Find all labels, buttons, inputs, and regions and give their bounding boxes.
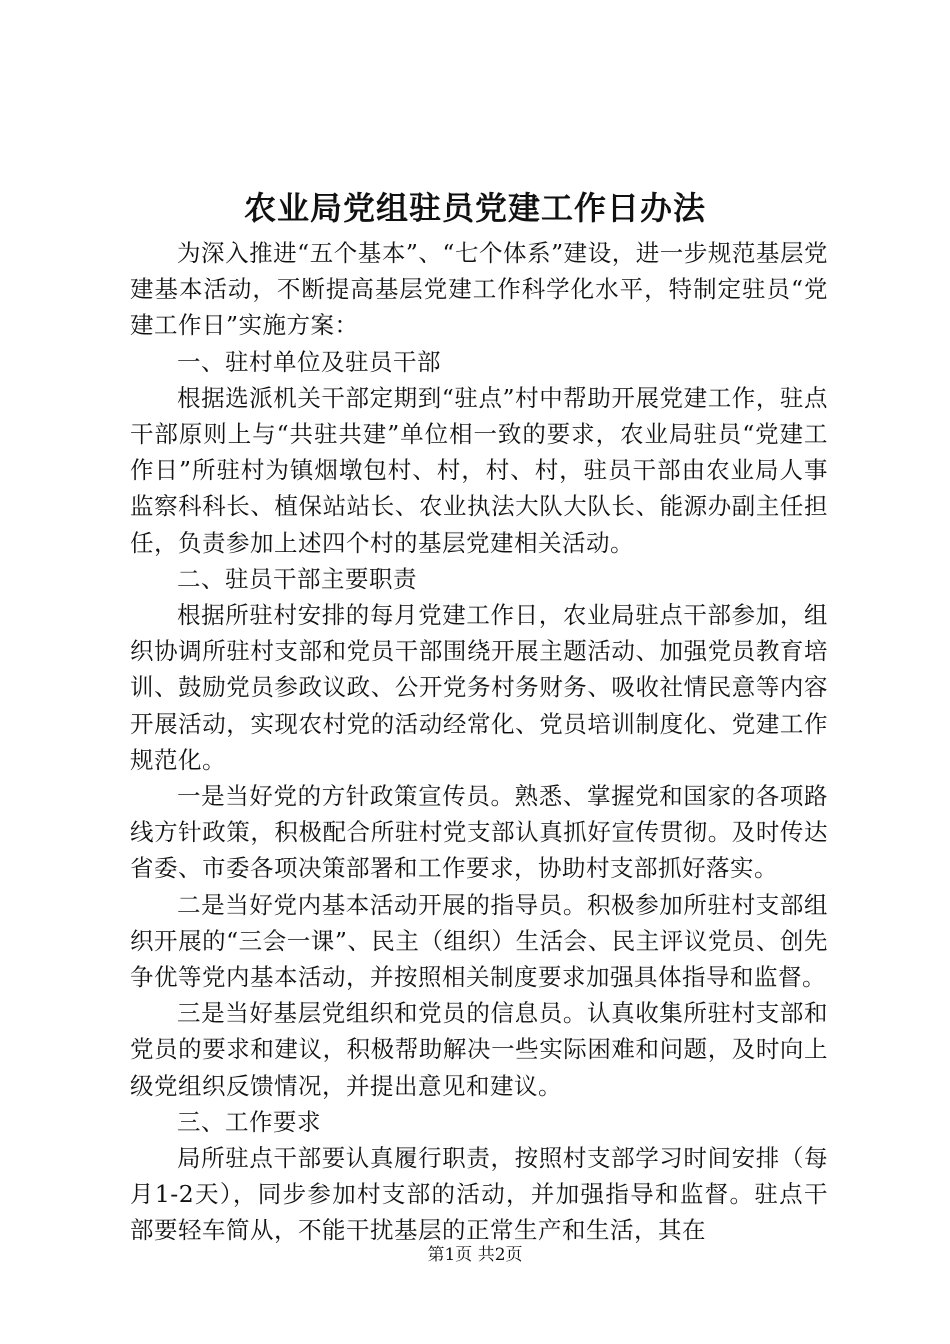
section-heading-1: 一、驻村单位及驻员干部 <box>177 347 441 376</box>
body-paragraph: 三是当好基层党组织和党员的信息员。认真收集所驻村支部和党员的要求和建议，积极帮助解决一些实际困难和问题，及时向上级党组织反馈情况，并提出意见和建议。 <box>130 999 828 1100</box>
body-paragraph: 局所驻点干部要认真履行职责，按照村支部学习时间安排（每月1-2天），同步参加村支部的活动，并加强指导和监督。驻点干部要轻车简从，不能干扰基层的正常生产和生活，其在 <box>130 1144 828 1245</box>
document-body <box>130 235 828 1249</box>
document-title: 农业局党组驻员党建工作日办法 <box>243 189 706 227</box>
body-paragraph: 二是当好党内基本活动开展的指导员。积极参加所驻村支部组织开展的“三会一课”、民主（组织）生活会、民主评议党员、创先争优等党内基本活动，并按照相关制度要求加强具体指导和监督。 <box>130 890 828 992</box>
body-paragraph: 根据所驻村安排的每月党建工作日，农业局驻点干部参加，组织协调所驻村支部和党员干部围绕开展主题活动、加强党员教育培训、鼓励党员参政议政、公开党务村务财务、吸收社情民意等内容开展活动，实现农村党的活动经常化、党员培训制度化、党建工作规范化。 <box>130 601 828 774</box>
intro-paragraph: 为深入推进“五个基本”、“七个体系”建设，进一步规范基层党建基本活动，不断提高基层党建工作科学化水平，特制定驻员“党建工作日”实施方案： <box>130 239 828 340</box>
page-number: 第1页 共2页 <box>427 1245 523 1265</box>
section-heading-2: 二、驻员干部主要职责 <box>177 564 417 593</box>
body-paragraph: 根据选派机关干部定期到“驻点”村中帮助开展党建工作，驻点干部原则上与“共驻共建”单位相一致的要求，农业局驻员“党建工作日”所驻村为镇烟墩包村、村，村、村，驻员干部由农业局人事监察科科长、植保站站长、农业执法大队大队长、能源办副主任担任，负责参加上述四个村的基层党建相关活动。 <box>130 383 828 557</box>
body-paragraph: 一是当好党的方针政策宣传员。熟悉、掌握党和国家的各项路线方针政策，积极配合所驻村党支部认真抓好宣传贯彻。及时传达省委、市委各项决策部署和工作要求，协助村支部抓好落实。 <box>130 782 828 883</box>
section-heading-3: 三、工作要求 <box>177 1107 321 1136</box>
